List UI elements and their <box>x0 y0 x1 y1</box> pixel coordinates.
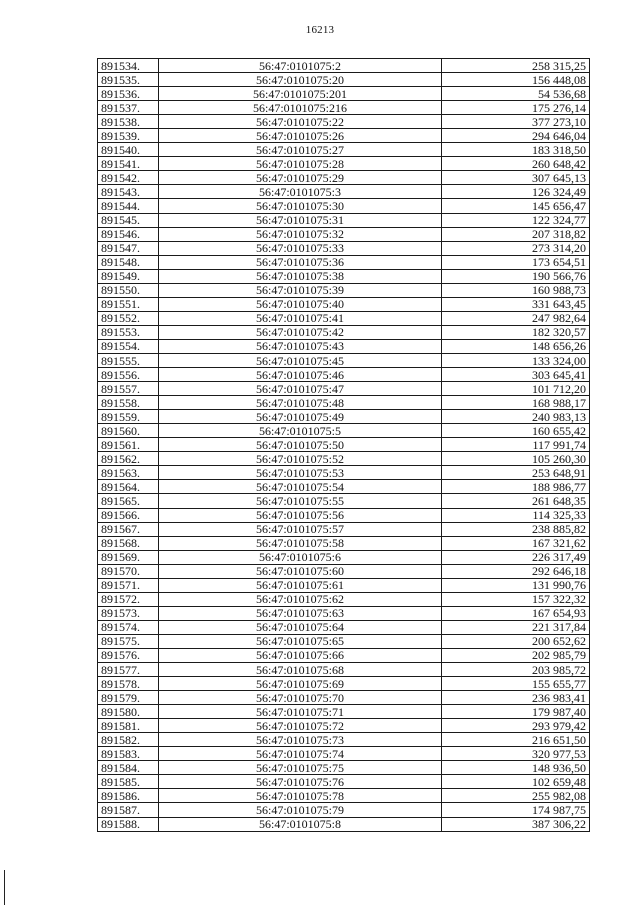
cadastral-number-cell: 56:47:0101075:6 <box>159 550 442 564</box>
row-number-cell: 891555. <box>98 353 159 367</box>
cadastral-number-cell: 56:47:0101075:79 <box>159 803 442 817</box>
row-number-cell: 891563. <box>98 466 159 480</box>
cadastral-number-cell: 56:47:0101075:41 <box>159 311 442 325</box>
table-row <box>98 115 590 129</box>
table-row <box>98 747 590 761</box>
table-row <box>98 663 590 677</box>
cadastral-value-cell: 173 654,51 <box>442 255 590 269</box>
row-number-cell: 891552. <box>98 311 159 325</box>
table-row <box>98 396 590 410</box>
cadastral-value-cell: 179 987,40 <box>442 705 590 719</box>
table-row <box>98 494 590 508</box>
cadastral-number-cell: 56:47:0101075:49 <box>159 410 442 424</box>
row-number-cell: 891557. <box>98 382 159 396</box>
cadastral-number-cell: 56:47:0101075:5 <box>159 424 442 438</box>
cadastral-number-cell: 56:47:0101075:66 <box>159 648 442 662</box>
cadastral-number-cell: 56:47:0101075:43 <box>159 339 442 353</box>
cadastral-value-cell: 200 652,62 <box>442 634 590 648</box>
row-number-cell: 891560. <box>98 424 159 438</box>
row-number-cell: 891540. <box>98 143 159 157</box>
table-row <box>98 101 590 115</box>
row-number-cell: 891545. <box>98 213 159 227</box>
table-row <box>98 522 590 536</box>
cadastral-value-cell: 255 982,08 <box>442 789 590 803</box>
row-number-cell: 891568. <box>98 536 159 550</box>
cadastral-value-cell: 292 646,18 <box>442 564 590 578</box>
row-number-cell: 891550. <box>98 283 159 297</box>
cadastral-value-cell: 240 983,13 <box>442 410 590 424</box>
row-number-cell: 891543. <box>98 185 159 199</box>
table-row <box>98 466 590 480</box>
cadastral-value-cell: 114 325,33 <box>442 508 590 522</box>
table-row <box>98 620 590 634</box>
cadastral-value-cell: 183 318,50 <box>442 143 590 157</box>
cadastral-number-cell: 56:47:0101075:46 <box>159 368 442 382</box>
cadastral-value-cell: 131 990,76 <box>442 578 590 592</box>
table-row <box>98 817 590 831</box>
table-row <box>98 73 590 87</box>
cadastral-number-cell: 56:47:0101075:76 <box>159 775 442 789</box>
row-number-cell: 891567. <box>98 522 159 536</box>
cadastral-number-cell: 56:47:0101075:70 <box>159 691 442 705</box>
row-number-cell: 891572. <box>98 592 159 606</box>
table-row <box>98 325 590 339</box>
cadastral-number-cell: 56:47:0101075:52 <box>159 452 442 466</box>
cadastral-number-cell: 56:47:0101075:8 <box>159 817 442 831</box>
cadastral-number-cell: 56:47:0101075:22 <box>159 115 442 129</box>
cadastral-value-cell: 236 983,41 <box>442 691 590 705</box>
cadastral-number-cell: 56:47:0101075:54 <box>159 480 442 494</box>
table-row <box>98 410 590 424</box>
table-row <box>98 452 590 466</box>
table-row <box>98 578 590 592</box>
table-row <box>98 789 590 803</box>
cadastral-value-cell: 156 448,08 <box>442 73 590 87</box>
cadastral-value-cell: 190 566,76 <box>442 269 590 283</box>
table-row <box>98 803 590 817</box>
cadastral-number-cell: 56:47:0101075:26 <box>159 129 442 143</box>
table-row <box>98 311 590 325</box>
table-row <box>98 480 590 494</box>
row-number-cell: 891588. <box>98 817 159 831</box>
row-number-cell: 891586. <box>98 789 159 803</box>
table-row <box>98 171 590 185</box>
table-row <box>98 129 590 143</box>
table-row <box>98 87 590 101</box>
row-number-cell: 891547. <box>98 241 159 255</box>
cadastral-number-cell: 56:47:0101075:57 <box>159 522 442 536</box>
cadastral-value-cell: 261 648,35 <box>442 494 590 508</box>
row-number-cell: 891573. <box>98 606 159 620</box>
table-row <box>98 536 590 550</box>
table-row <box>98 227 590 241</box>
row-number-cell: 891584. <box>98 761 159 775</box>
table-row <box>98 339 590 353</box>
cadastral-value-cell: 207 318,82 <box>442 227 590 241</box>
row-number-cell: 891558. <box>98 396 159 410</box>
table-row <box>98 775 590 789</box>
cadastral-number-cell: 56:47:0101075:30 <box>159 199 442 213</box>
table-row <box>98 283 590 297</box>
row-number-cell: 891578. <box>98 677 159 691</box>
cadastral-number-cell: 56:47:0101075:62 <box>159 592 442 606</box>
table-row <box>98 550 590 564</box>
cadastral-value-cell: 253 648,91 <box>442 466 590 480</box>
table-row <box>98 761 590 775</box>
cadastral-value-cell: 216 651,50 <box>442 733 590 747</box>
page-number: 16213 <box>305 24 335 36</box>
row-number-cell: 891564. <box>98 480 159 494</box>
cadastral-number-cell: 56:47:0101075:71 <box>159 705 442 719</box>
cadastral-value-cell: 167 654,93 <box>442 606 590 620</box>
row-number-cell: 891538. <box>98 115 159 129</box>
cadastral-number-cell: 56:47:0101075:2 <box>159 59 442 73</box>
row-number-cell: 891534. <box>98 59 159 73</box>
cadastral-value-cell: 294 646,04 <box>442 129 590 143</box>
cadastral-value-cell: 102 659,48 <box>442 775 590 789</box>
cadastral-number-cell: 56:47:0101075:3 <box>159 185 442 199</box>
cadastral-value-cell: 133 324,00 <box>442 353 590 367</box>
cadastral-value-cell: 148 936,50 <box>442 761 590 775</box>
cadastral-number-cell: 56:47:0101075:36 <box>159 255 442 269</box>
table-row <box>98 592 590 606</box>
cadastral-value-cell: 167 321,62 <box>442 536 590 550</box>
row-number-cell: 891576. <box>98 648 159 662</box>
row-number-cell: 891536. <box>98 87 159 101</box>
cadastral-number-cell: 56:47:0101075:78 <box>159 789 442 803</box>
cadastral-value-cell: 145 656,47 <box>442 199 590 213</box>
cadastral-number-cell: 56:47:0101075:72 <box>159 719 442 733</box>
cadastral-value-cell: 117 991,74 <box>442 438 590 452</box>
cadastral-number-cell: 56:47:0101075:38 <box>159 269 442 283</box>
table-row <box>98 691 590 705</box>
cadastral-value-cell: 258 315,25 <box>442 59 590 73</box>
row-number-cell: 891566. <box>98 508 159 522</box>
table-row <box>98 199 590 213</box>
cadastral-value-cell: 203 985,72 <box>442 663 590 677</box>
row-number-cell: 891574. <box>98 620 159 634</box>
cadastral-value-cell: 221 317,84 <box>442 620 590 634</box>
cadastral-value-cell: 101 712,20 <box>442 382 590 396</box>
cadastral-number-cell: 56:47:0101075:53 <box>159 466 442 480</box>
row-number-cell: 891541. <box>98 157 159 171</box>
table-row <box>98 185 590 199</box>
table-row <box>98 382 590 396</box>
row-number-cell: 891580. <box>98 705 159 719</box>
cadastral-number-cell: 56:47:0101075:47 <box>159 382 442 396</box>
table-row <box>98 438 590 452</box>
cadastral-value-cell: 331 643,45 <box>442 297 590 311</box>
cadastral-number-cell: 56:47:0101075:28 <box>159 157 442 171</box>
row-number-cell: 891585. <box>98 775 159 789</box>
cadastral-number-cell: 56:47:0101075:40 <box>159 297 442 311</box>
table-row <box>98 719 590 733</box>
cadastral-number-cell: 56:47:0101075:33 <box>159 241 442 255</box>
cadastral-value-cell: 247 982,64 <box>442 311 590 325</box>
table-row <box>98 508 590 522</box>
cadastral-number-cell: 56:47:0101075:55 <box>159 494 442 508</box>
table-row <box>98 241 590 255</box>
cadastral-value-cell: 174 987,75 <box>442 803 590 817</box>
row-number-cell: 891548. <box>98 255 159 269</box>
cadastral-value-cell: 105 260,30 <box>442 452 590 466</box>
cadastral-number-cell: 56:47:0101075:69 <box>159 677 442 691</box>
cadastral-value-cell: 387 306,22 <box>442 817 590 831</box>
table-row <box>98 353 590 367</box>
row-number-cell: 891544. <box>98 199 159 213</box>
cadastral-number-cell: 56:47:0101075:68 <box>159 663 442 677</box>
row-number-cell: 891554. <box>98 339 159 353</box>
cadastral-value-cell: 226 317,49 <box>442 550 590 564</box>
row-number-cell: 891583. <box>98 747 159 761</box>
row-number-cell: 891553. <box>98 325 159 339</box>
cadastral-value-cell: 157 322,32 <box>442 592 590 606</box>
cadastral-number-cell: 56:47:0101075:32 <box>159 227 442 241</box>
cadastral-number-cell: 56:47:0101075:39 <box>159 283 442 297</box>
table-row <box>98 648 590 662</box>
table-row <box>98 269 590 283</box>
cadastral-value-cell: 307 645,13 <box>442 171 590 185</box>
cadastral-number-cell: 56:47:0101075:56 <box>159 508 442 522</box>
row-number-cell: 891570. <box>98 564 159 578</box>
cadastral-value-table <box>97 58 590 832</box>
cadastral-number-cell: 56:47:0101075:74 <box>159 747 442 761</box>
cadastral-number-cell: 56:47:0101075:64 <box>159 620 442 634</box>
cadastral-number-cell: 56:47:0101075:20 <box>159 73 442 87</box>
cadastral-number-cell: 56:47:0101075:29 <box>159 171 442 185</box>
table-row <box>98 143 590 157</box>
table-row <box>98 297 590 311</box>
table-row <box>98 368 590 382</box>
table-row <box>98 634 590 648</box>
cadastral-number-cell: 56:47:0101075:61 <box>159 578 442 592</box>
table-row <box>98 733 590 747</box>
cadastral-number-cell: 56:47:0101075:58 <box>159 536 442 550</box>
cadastral-value-cell: 168 988,17 <box>442 396 590 410</box>
cadastral-value-cell: 188 986,77 <box>442 480 590 494</box>
row-number-cell: 891551. <box>98 297 159 311</box>
cadastral-value-cell: 273 314,20 <box>442 241 590 255</box>
cadastral-value-cell: 202 985,79 <box>442 648 590 662</box>
row-number-cell: 891539. <box>98 129 159 143</box>
row-number-cell: 891559. <box>98 410 159 424</box>
cadastral-value-cell: 182 320,57 <box>442 325 590 339</box>
row-number-cell: 891575. <box>98 634 159 648</box>
row-number-cell: 891571. <box>98 578 159 592</box>
cadastral-number-cell: 56:47:0101075:42 <box>159 325 442 339</box>
row-number-cell: 891579. <box>98 691 159 705</box>
table-row <box>98 255 590 269</box>
table-body <box>98 59 590 832</box>
cadastral-number-cell: 56:47:0101075:27 <box>159 143 442 157</box>
cadastral-value-cell: 122 324,77 <box>442 213 590 227</box>
cadastral-value-cell: 238 885,82 <box>442 522 590 536</box>
cadastral-number-cell: 56:47:0101075:48 <box>159 396 442 410</box>
table-row <box>98 157 590 171</box>
cadastral-value-cell: 160 988,73 <box>442 283 590 297</box>
cadastral-number-cell: 56:47:0101075:201 <box>159 87 442 101</box>
cadastral-number-cell: 56:47:0101075:50 <box>159 438 442 452</box>
cadastral-value-cell: 160 655,42 <box>442 424 590 438</box>
cadastral-value-cell: 293 979,42 <box>442 719 590 733</box>
row-number-cell: 891582. <box>98 733 159 747</box>
cadastral-number-cell: 56:47:0101075:73 <box>159 733 442 747</box>
cadastral-value-cell: 320 977,53 <box>442 747 590 761</box>
row-number-cell: 891535. <box>98 73 159 87</box>
row-number-cell: 891577. <box>98 663 159 677</box>
table-row <box>98 705 590 719</box>
cadastral-value-cell: 54 536,68 <box>442 87 590 101</box>
cadastral-number-cell: 56:47:0101075:216 <box>159 101 442 115</box>
row-number-cell: 891565. <box>98 494 159 508</box>
cadastral-number-cell: 56:47:0101075:45 <box>159 353 442 367</box>
row-number-cell: 891587. <box>98 803 159 817</box>
cadastral-value-cell: 377 273,10 <box>442 115 590 129</box>
table-row <box>98 59 590 73</box>
cadastral-value-cell: 175 276,14 <box>442 101 590 115</box>
row-number-cell: 891561. <box>98 438 159 452</box>
cadastral-number-cell: 56:47:0101075:63 <box>159 606 442 620</box>
row-number-cell: 891546. <box>98 227 159 241</box>
scan-edge-line <box>4 870 5 905</box>
cadastral-number-cell: 56:47:0101075:65 <box>159 634 442 648</box>
table-row <box>98 606 590 620</box>
table-row <box>98 564 590 578</box>
table-row <box>98 424 590 438</box>
cadastral-value-cell: 126 324,49 <box>442 185 590 199</box>
row-number-cell: 891562. <box>98 452 159 466</box>
cadastral-value-cell: 155 655,77 <box>442 677 590 691</box>
cadastral-value-cell: 303 645,41 <box>442 368 590 382</box>
row-number-cell: 891581. <box>98 719 159 733</box>
row-number-cell: 891542. <box>98 171 159 185</box>
cadastral-number-cell: 56:47:0101075:60 <box>159 564 442 578</box>
cadastral-number-cell: 56:47:0101075:75 <box>159 761 442 775</box>
cadastral-number-cell: 56:47:0101075:31 <box>159 213 442 227</box>
row-number-cell: 891537. <box>98 101 159 115</box>
cadastral-value-cell: 260 648,42 <box>442 157 590 171</box>
row-number-cell: 891549. <box>98 269 159 283</box>
row-number-cell: 891569. <box>98 550 159 564</box>
table-row <box>98 213 590 227</box>
cadastral-value-cell: 148 656,26 <box>442 339 590 353</box>
table-row <box>98 677 590 691</box>
row-number-cell: 891556. <box>98 368 159 382</box>
